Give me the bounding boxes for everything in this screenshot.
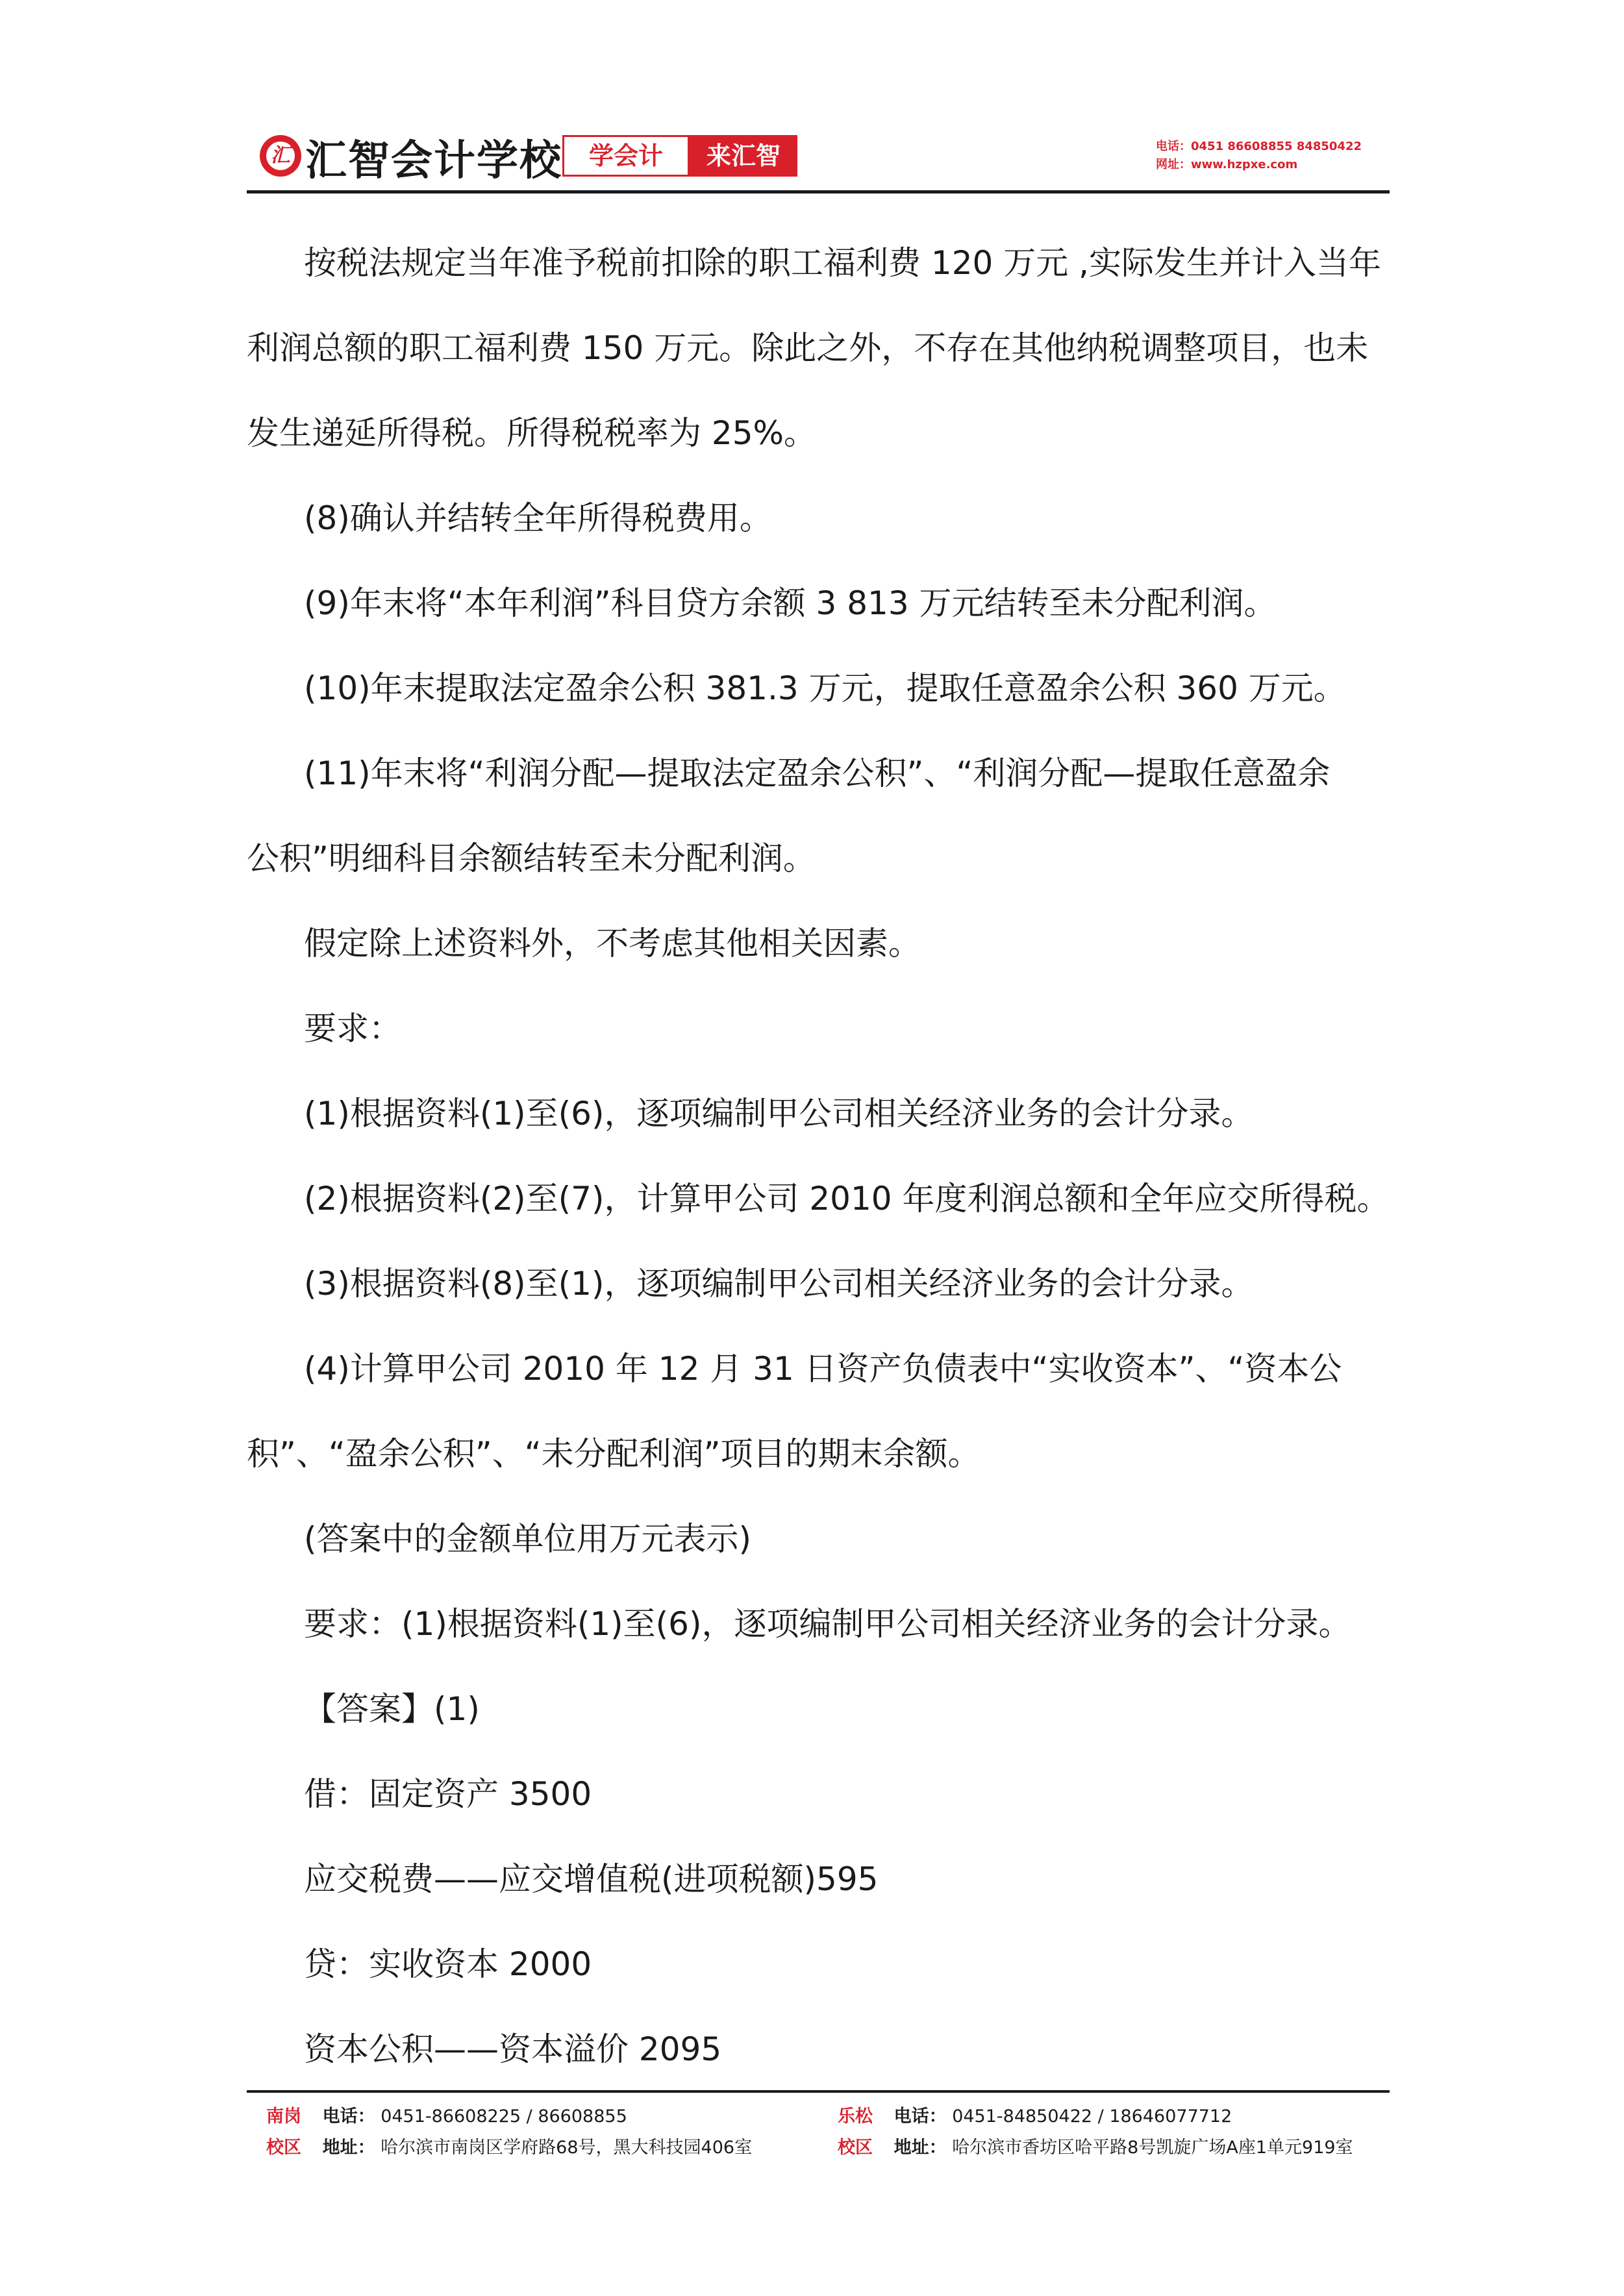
- campus-address: 哈尔滨市香坊区哈平路8号凯旋广场A座1单元919室: [952, 2138, 1353, 2158]
- paragraph-line: 利润总额的职工福利费 150 万元。除此之外，不存在其他纳税调整项目，也未: [247, 329, 1369, 367]
- header-contact: [1156, 138, 1362, 174]
- logo-glyph: 汇: [271, 144, 290, 167]
- requirements-heading: 要求：: [304, 1010, 401, 1047]
- paragraph-line: (10)年末提取法定盈余公积 381.3 万元，提取任意盈余公积 360 万元。: [304, 669, 1346, 707]
- campus-phone: 0451-86608225 / 86608855: [381, 2106, 627, 2127]
- paragraph-line: 积”、“盈余公积”、“未分配利润”项目的期末余额。: [247, 1435, 981, 1473]
- campus-name-top: 乐松: [838, 2106, 873, 2127]
- header-website: 网址：www.hzpxe.com: [1156, 158, 1298, 171]
- school-name: 汇智会计学校: [305, 137, 562, 185]
- paragraph-line: 公积”明细科目余额结转至未分配利润。: [247, 840, 816, 877]
- campus-name-top: 南岗: [266, 2106, 301, 2127]
- paragraph-line: (9)年末将“本年利润”科目贷方余额 3 813 万元结转至未分配利润。: [304, 584, 1277, 622]
- paragraph-line: 发生递延所得税。所得税税率为 25%。: [247, 414, 817, 452]
- slogan-banner: [562, 135, 797, 175]
- journal-entry-line: 应交税费——应交增值税(进项税额)595: [304, 1860, 879, 1898]
- answer-heading: 【答案】(1): [304, 1690, 480, 1728]
- requirement-item: (4)计算甲公司 2010 年 12 月 31 日资产负债表中“实收资本”、“资本公: [304, 1350, 1342, 1388]
- address-label: 地址：: [322, 2138, 375, 2158]
- requirement-item: (3)根据资料(8)至(1)，逐项编制甲公司相关经济业务的会计分录。: [304, 1265, 1254, 1303]
- slogan-right: 来汇智: [690, 135, 797, 177]
- header-divider: [247, 190, 1390, 193]
- journal-entry-line: 资本公积——资本溢价 2095: [304, 2030, 722, 2068]
- page-header: [247, 123, 1390, 188]
- slogan-left: 学会计: [562, 135, 690, 177]
- campus-lesong: [838, 2101, 1409, 2164]
- header-phone: 电话：0451 86608855 84850422: [1156, 140, 1362, 153]
- paragraph-line: 按税法规定当年准予税前扣除的职工福利费 120 万元 ,实际发生并计入当年: [304, 244, 1382, 282]
- requirement-item: (1)根据资料(1)至(6)，逐项编制甲公司相关经济业务的会计分录。: [304, 1095, 1254, 1132]
- phone-label: 电话：: [893, 2106, 947, 2127]
- campus-phone: 0451-84850422 / 18646077712: [952, 2106, 1232, 2127]
- requirement-item: (2)根据资料(2)至(7)，计算甲公司 2010 年度利润总额和全年应交所得税。: [304, 1180, 1390, 1217]
- campus-name-bottom: 校区: [266, 2138, 301, 2158]
- paragraph-line: 假定除上述资料外，不考虑其他相关因素。: [304, 925, 921, 962]
- unit-note: (答案中的金额单位用万元表示): [304, 1520, 752, 1558]
- paragraph-line: (11)年末将“利润分配—提取法定盈余公积”、“利润分配—提取任意盈余: [304, 755, 1330, 792]
- school-logo-icon: [260, 135, 301, 177]
- campus-address: 哈尔滨市南岗区学府路68号，黑大科技园406室: [381, 2138, 753, 2158]
- question-restated: 要求：(1)根据资料(1)至(6)，逐项编制甲公司相关经济业务的会计分录。: [304, 1605, 1351, 1643]
- footer-divider: [247, 2090, 1390, 2093]
- journal-entry-line: 借：固定资产 3500: [304, 1775, 592, 1813]
- document-body: [247, 221, 1390, 2092]
- campus-name-bottom: 校区: [838, 2138, 873, 2158]
- paragraph-line: (8)确认并结转全年所得税费用。: [304, 499, 772, 537]
- campus-nangang: [266, 2101, 838, 2164]
- address-label: 地址：: [893, 2138, 947, 2158]
- journal-entry-line: 贷：实收资本 2000: [304, 1945, 592, 1983]
- phone-label: 电话：: [322, 2106, 375, 2127]
